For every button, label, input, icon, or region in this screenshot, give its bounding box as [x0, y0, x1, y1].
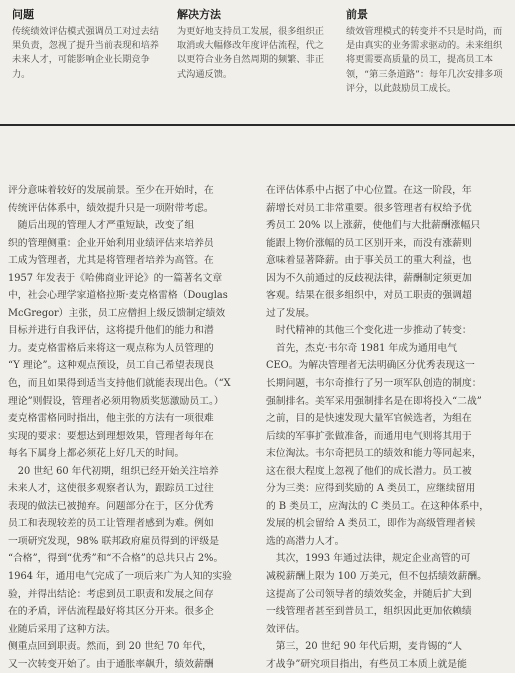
- text-line: 这在很大程度上忽视了他们的成长潜力。员工被: [266, 465, 472, 477]
- text-line: 又一次转变开始了。由于通胀率飙升，绩效薪酬: [8, 658, 214, 670]
- text-line: 实现的要求：要想达到理想效果，管理者每年在: [8, 430, 214, 442]
- text-line: 未来人才，这使很多观察者认为，跟踪员工过往: [8, 483, 214, 495]
- text-line: 效评估。: [266, 623, 306, 635]
- text-line: 验，并得出结论：考虑到员工职责和发展之间存: [8, 588, 214, 600]
- text-line: 时代精神的其他三个变化进一步推动了转变：: [266, 325, 472, 337]
- text-line: 工成为管理者，尤其是将管理者培养为高管。在: [8, 255, 214, 267]
- text-line: 减税薪酬上限为 100 万美元，但不包括绩效薪酬。: [266, 571, 487, 583]
- article-right-column: [266, 182, 508, 673]
- text-line: 后续的军事扩张做准备，而通用电气则将其用于: [266, 430, 472, 442]
- text-line: 薪增长对员工非常重要。很多管理者有权给予优: [266, 202, 472, 214]
- summary-header: [0, 0, 515, 104]
- text-line: 色，而且如果得到适当支持他们就能表现出色。（“X: [8, 378, 231, 390]
- text-line: 表现的做法已被抛弃。问题部分在于，区分优秀: [8, 500, 214, 512]
- text-line: 20 世纪 60 年代初期，组织已经开始关注培养: [8, 465, 219, 477]
- text-line: 1957 年发表于《哈佛商业评论》的一篇著名文章: [8, 272, 223, 284]
- text-line: 分为三类：应得到奖励的 A 类员工，应继续留用: [266, 483, 476, 495]
- text-line: 中，社会心理学家道格拉斯·麦克格雷格（Douglas: [8, 290, 228, 302]
- text-line: 织的管理侧重：企业开始利用业绩评估来培养员: [8, 237, 214, 249]
- text-line: 其次，1993 年通过法律，规定企业高管的可: [266, 553, 471, 565]
- text-line: 目标并进行自我评估，这将提升他们的能力和潜: [8, 325, 214, 337]
- text-line: 的 B 类员工，应淘汰的 C 类员工。在这种体系中，: [266, 500, 490, 512]
- text-line: 评分意味着较好的发展前景。至少在开始时，在: [8, 185, 214, 196]
- text-line: 一项研究发现，98% 联邦政府雇员得到的评级是: [8, 535, 220, 547]
- problem-heading: 问题: [12, 8, 34, 21]
- text-line: 每名下属身上都必须花上好几天的时间。: [8, 448, 185, 460]
- text-line: “Y 理论”。这种观点预设，员工自己希望表现良: [8, 360, 215, 372]
- text-line: 意味着显著降薪。由于事关员工的重大利益，也: [266, 255, 472, 267]
- text-line: CEO。为解决管理者无法明确区分优秀表现这一: [266, 360, 475, 372]
- text-line: 侧重点回到职责。然而，到 20 世纪 70 年代，: [8, 641, 212, 653]
- text-line: 1964 年，通用电气完成了一项后来广为人知的实验: [8, 571, 232, 583]
- text-line: 才战争”研究项目指出，有些员工本质上就是能: [266, 658, 467, 670]
- text-line: 能跟上物价涨幅的员工区别开来，而没有涨薪则: [266, 237, 472, 249]
- text-line: 选的高潜力人才。: [266, 535, 345, 547]
- section-divider: [0, 124, 515, 126]
- text-line: 这提高了公司领导者的绩效奖金，并随后扩大到: [266, 588, 472, 600]
- text-line: 末位淘汰。韦尔奇把员工的绩效和能力等同起来，: [266, 448, 482, 460]
- text-line: 业随后采用了这种方法。: [8, 623, 116, 635]
- text-line: 第三，20 世纪 90 年代后期，麦肯锡的“人: [266, 641, 463, 653]
- text-line: 过了发展。: [266, 307, 315, 319]
- text-line: 发展的机会留给 A 类员工，即作为高级管理者候: [266, 518, 476, 530]
- problem-text: 传统绩效评估模式强调员工对过去结果负责，忽视了提升当前表现和培养未来人才，可能影响企业长期竞争力。: [12, 26, 159, 80]
- text-line: 一线管理者甚至到普员工，组织因此更加依赖绩: [266, 606, 472, 618]
- text-line: “合格”，得到“优秀”和“不合格”的总共只占 2%。: [8, 553, 224, 565]
- text-line: 长期问题，韦尔奇推行了另一项军队创造的制度：: [266, 378, 482, 390]
- outlook-heading: 前景: [346, 8, 368, 21]
- text-line: 因为不久前通过的反歧视法律，薪酬制定须更加: [266, 272, 472, 284]
- text-line: 秀员工 20% 以上涨薪，使他们与大批薪酬涨幅只: [266, 220, 481, 232]
- text-line: 强制排名。美军采用强制排名是在即将投入“二战”: [266, 395, 482, 407]
- text-line: 首先，杰克·韦尔奇 1981 年成为通用电气: [266, 342, 458, 354]
- text-line: 在评估体系中占据了中心位置。在这一阶段，年: [266, 185, 472, 196]
- text-line: 传统评估体系中，绩效提升只是一项附带考虑。: [8, 202, 214, 214]
- solution-heading: 解决方法: [177, 8, 221, 21]
- text-line: McGregor）主张，员工应僧担上级反馈制定绩效: [8, 307, 226, 319]
- text-line: 在的矛盾，评估流程最好将其区分开来。很多企: [8, 606, 214, 618]
- article-left-column: [8, 182, 252, 673]
- text-line: 之前，目的是快速发现大量军官候选者，为组在: [266, 413, 472, 425]
- text-line: 理论”则假设，管理者必须用物质奖惩激励员工。）: [8, 395, 224, 407]
- text-line: 麦克格雷格同时指出，他主张的方法有一项很难: [8, 413, 214, 425]
- text-line: 客观。结果在很多组织中，对员工职责的强调超: [266, 290, 472, 302]
- text-line: 力。麦克格雷格后来将这一观点称为人员管理的: [8, 342, 214, 354]
- solution-text: 为更好地支持员工发展，很多组织正取消或大幅修改年度评估流程，代之以更符合业务自然周期的频繁、非正式沟通反馈。: [177, 26, 324, 80]
- text-line: 员工和表现较差的员工让管理者感到为难。例如: [8, 518, 214, 530]
- outlook-text: 绩效管理模式的转变并不只是时尚，而是由真实的业务需求驱动的。未来组织将更需要高质量的员工，提高员工本领，“第三条道路”：每年几次安排多项评分，以此鼓励员工成长。: [346, 26, 503, 94]
- text-line: 随后出现的管理人才严重短缺，改变了组: [8, 220, 195, 232]
